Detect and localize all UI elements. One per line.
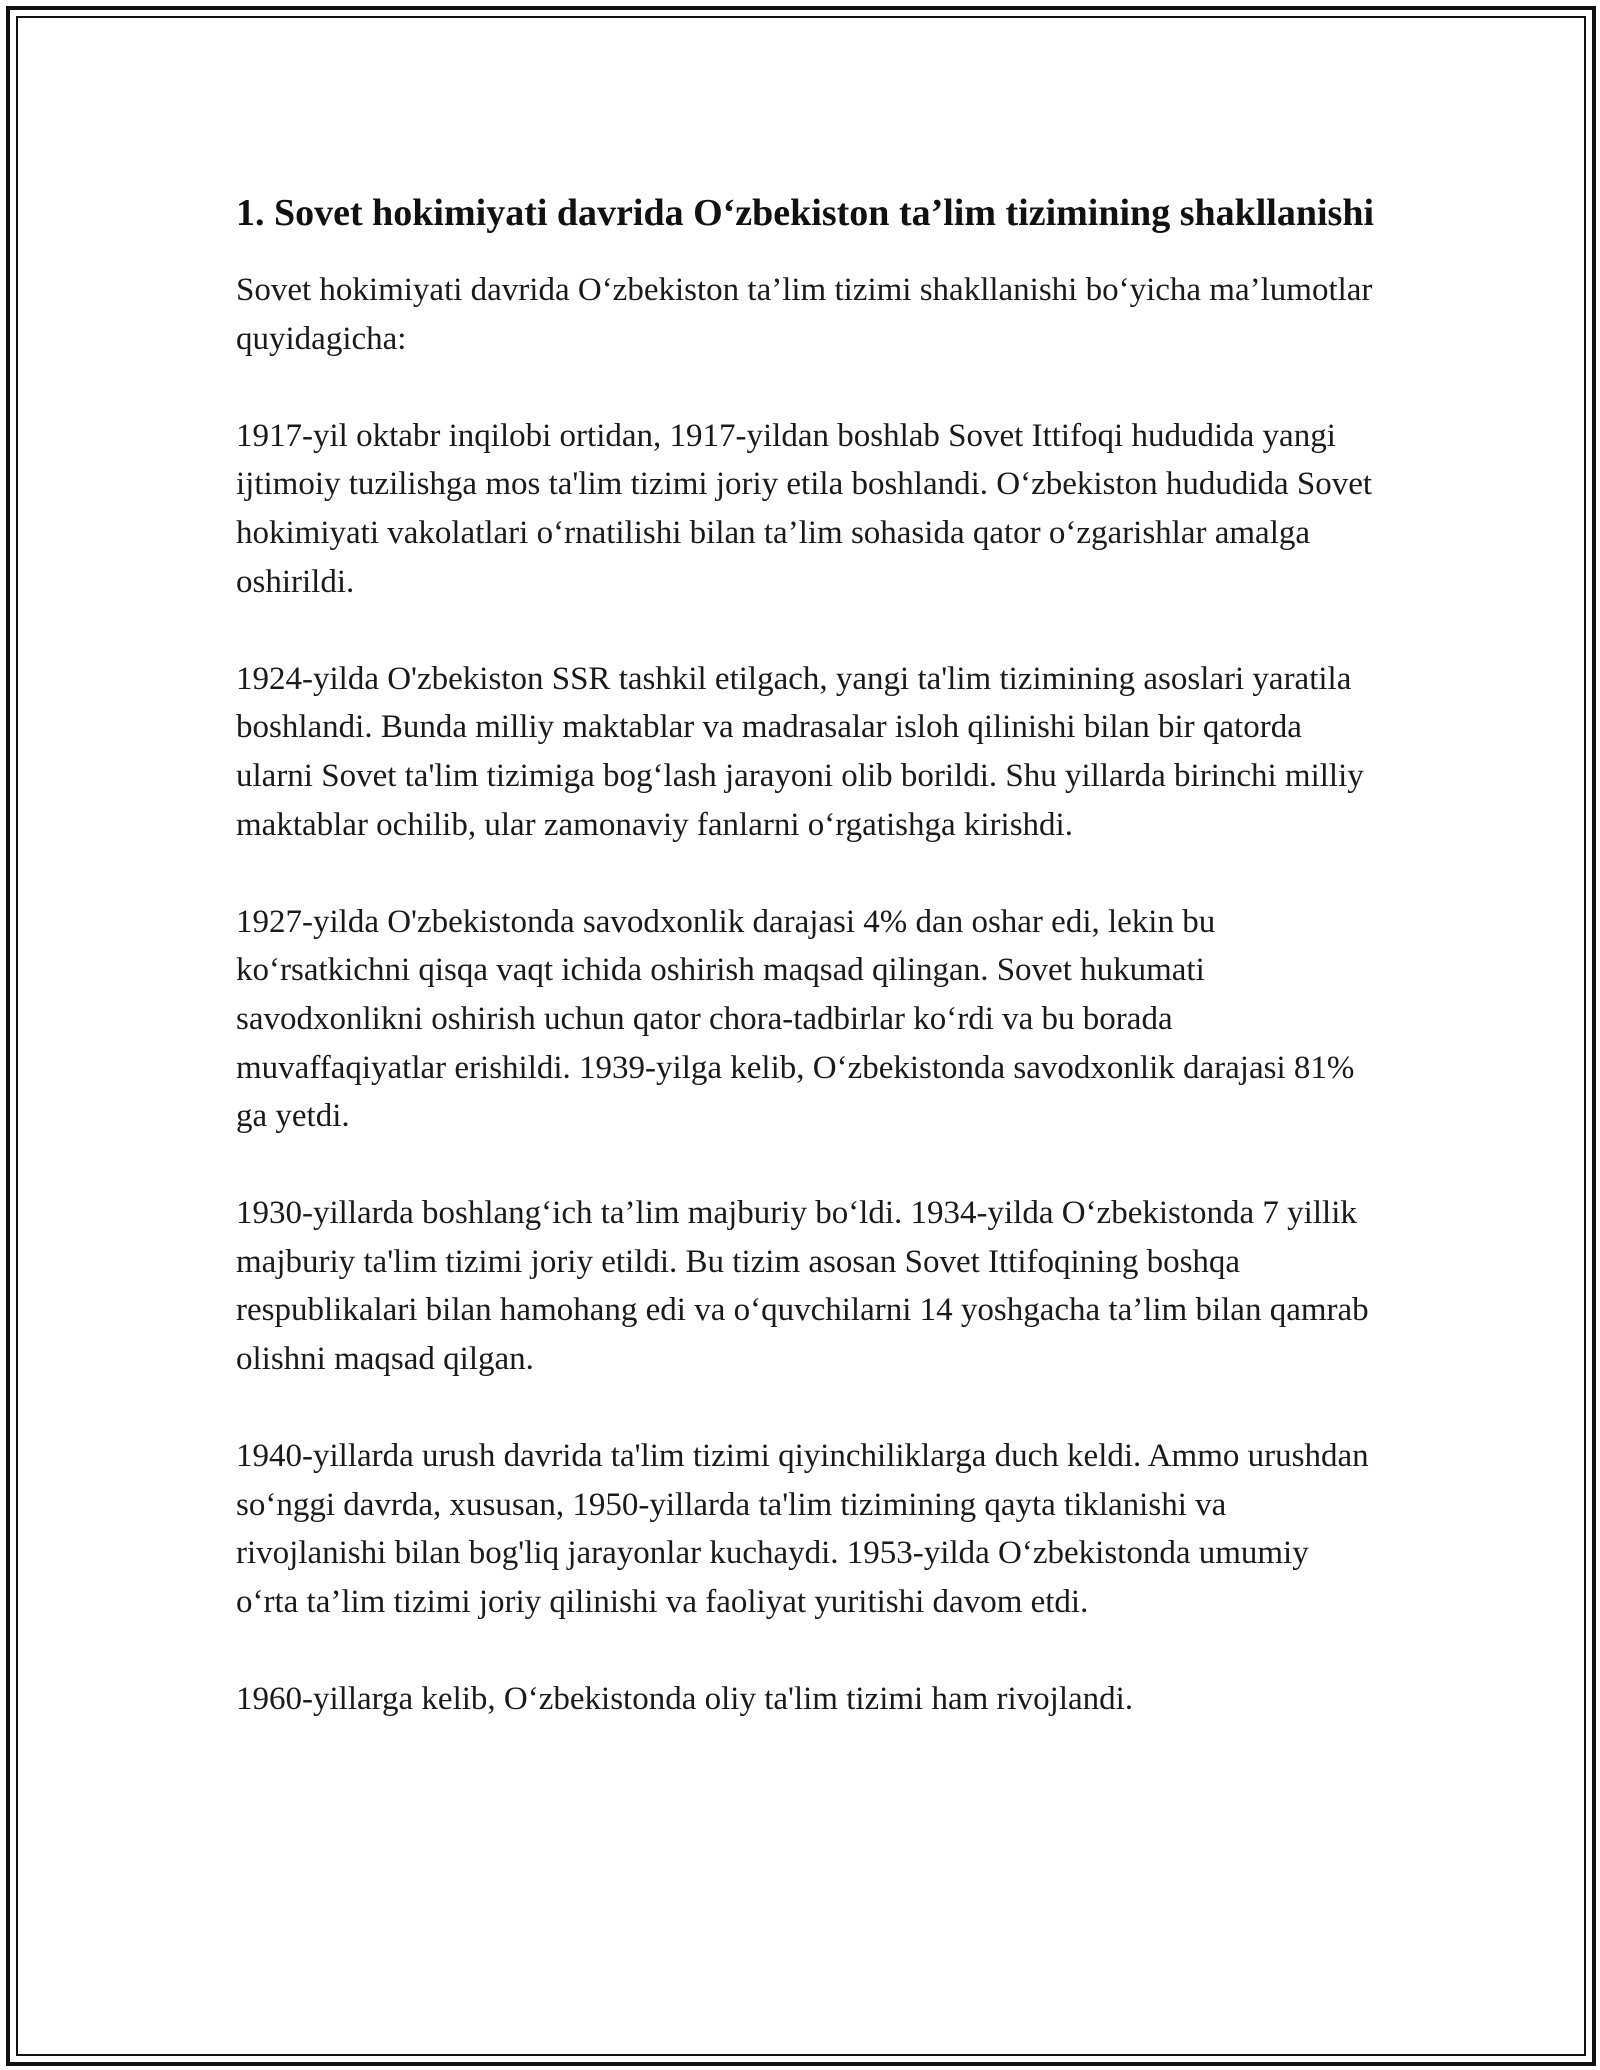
paragraph-1940s: 1940-yillarda urush davrida ta'lim tizimi qiyinchiliklarga duch keldi. Ammo urushdan so‘nggi davrda, xususan, 1950-yillarda ta'lim tizimining qayta tiklanishi va rivojlanishi bilan bog'liq jarayonlar kuchaydi. 1953-yilda O‘zbekistonda umumiy o‘rta ta’lim tizimi joriy qilinishi va faoliyat yuritishi davom etdi.	[236, 1438, 1369, 1621]
document-title: 1. Sovet hokimiyati davrida O‘zbekiston ta’lim tizimining shakllanishi	[236, 192, 1375, 234]
paragraph-1960s: 1960-yillarga kelib, O‘zbekistonda oliy ta'lim tizimi ham rivojlandi.	[236, 1681, 1134, 1718]
paragraph-intro: Sovet hokimiyati davrida O‘zbekiston ta’lim tizimi shakllanishi bo‘yicha ma’lumotlar quyidagicha:	[236, 272, 1373, 357]
paragraph-1917: 1917-yil oktabr inqilobi ortidan, 1917-yildan boshlab Sovet Ittifoqi hududida yangi ijtimoiy tuzilishga mos ta'lim tizimi joriy etila boshlandi. O‘zbekiston hududida Sovet hokimiyati vakolatlari o‘rnatilishi bilan ta’lim sohasida qator o‘zgarishlar amalga oshirildi.	[236, 417, 1373, 600]
paragraph-1930s: 1930-yillarda boshlang‘ich ta’lim majburiy bo‘ldi. 1934-yilda O‘zbekistonda 7 yillik majburiy ta'lim tizimi joriy etildi. Bu tizim asosan Sovet Ittifoqining boshqa respublikalari bilan hamohang edi va o‘quvchilarni 14 yoshgacha ta’lim bilan qamrab olishni maqsad qilgan.	[236, 1195, 1369, 1378]
paragraph-1924: 1924-yilda O'zbekiston SSR tashkil etilgach, yangi ta'lim tizimining asoslari yaratila boshlandi. Bunda milliy maktablar va madrasalar isloh qilinishi bilan bir qatorda ularni Sovet ta'lim tizimiga bog‘lash jarayoni olib borildi. Shu yillarda birinchi milliy maktablar ochilib, ular zamonaviy fanlarni o‘rgatishga kirishdi.	[236, 660, 1364, 843]
document-body	[236, 186, 1376, 1724]
paragraph-1927: 1927-yilda O'zbekistonda savodxonlik darajasi 4% dan oshar edi, lekin bu ko‘rsatkichni qisqa vaqt ichida oshirish maqsad qilingan. Sovet hukumati savodxonlikni oshirish uchun qator chora-tadbirlar ko‘rdi va bu borada muvaffaqiyatlar erishildi. 1939-yilga kelib, O‘zbekistonda savodxonlik darajasi 81% ga yetdi.	[236, 903, 1355, 1135]
